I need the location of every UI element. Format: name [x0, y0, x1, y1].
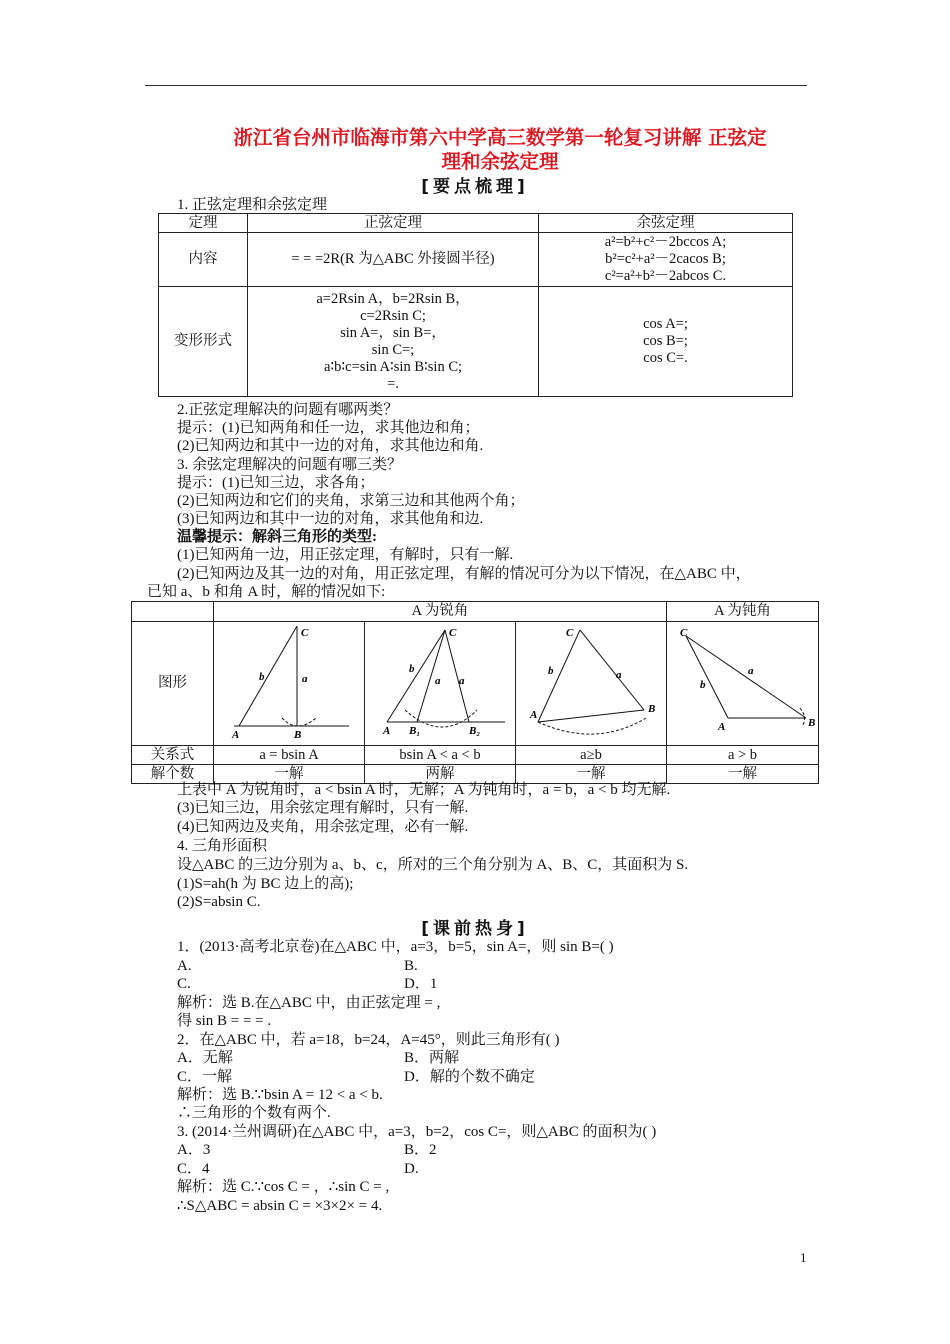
- tip1: (1)已知两角一边，用正弦定理，有解时，只有一解.: [177, 547, 514, 563]
- doc-title-line2: 理和余弦定理: [441, 150, 559, 173]
- svg-text:b: b: [699, 679, 705, 691]
- p1-d: D．1: [404, 976, 438, 992]
- svg-text:a: a: [435, 675, 441, 687]
- p1-sol2: 得 sin B = = = .: [177, 1013, 272, 1029]
- figure-case1: [214, 622, 365, 746]
- svg-text:a: a: [747, 665, 753, 677]
- p3-c: C．4: [177, 1161, 210, 1177]
- p3-a: A．3: [177, 1142, 211, 1158]
- p2-sol2: ∴三角形的个数有两个.: [177, 1105, 331, 1121]
- p3-sol1: 解析：选 C.∵cos C = ，∴sin C = ,: [177, 1179, 390, 1195]
- p2: 2．在△ABC 中，若 a=18，b=24，A=45°，则此三角形有( ): [177, 1032, 560, 1048]
- figure-case3: [516, 622, 667, 746]
- p1: 1．(2013·高考北京卷)在△ABC 中，a=3，b=5，sin A=，则 sin B=( ): [177, 939, 614, 955]
- count-2: 两解: [365, 765, 516, 784]
- relation-1: a = bsin A: [214, 746, 365, 765]
- area-heading: 4. 三角形面积: [177, 838, 268, 854]
- th-cosine: 余弦定理: [539, 214, 793, 233]
- area2: (1)S=ah(h 为 BC 边上的高);: [177, 876, 354, 892]
- svg-text:C: C: [679, 627, 687, 639]
- figure-case2: [365, 622, 516, 746]
- p3-d: D.: [404, 1161, 419, 1177]
- tip-heading: 温馨提示：解斜三角形的类型:: [177, 529, 377, 545]
- svg-text:B₁: B₁: [409, 725, 421, 737]
- cos-content: a²=b²+c²－2bccos A; b²=c²+a²－2cacos B; c²=a²+b²－2abcos C.: [539, 233, 793, 287]
- p2-d: D．解的个数不确定: [404, 1069, 535, 1085]
- svg-text:A: A: [717, 721, 725, 733]
- count-3: 一解: [516, 765, 667, 784]
- doc-title-line1: 浙江省台州市临海市第六中学高三数学第一轮复习讲解 正弦定: [233, 126, 767, 149]
- p2-b: B．两解: [404, 1050, 460, 1066]
- p1-a: A.: [177, 958, 192, 974]
- q3-hint2: (2)已知两边和它们的夹角，求第三边和其他两个角；: [177, 493, 525, 509]
- relation-2: bsin A < a < b: [365, 746, 516, 765]
- p3: 3. (2014·兰州调研)在△ABC 中，a=3，b=2，cos C=，则△ABC 的面积为( ): [177, 1124, 657, 1140]
- s1-heading: 1. 正弦定理和余弦定理: [177, 197, 328, 213]
- page-number: 1: [800, 1250, 807, 1265]
- svg-text:a: a: [616, 669, 622, 681]
- p1-c: C.: [177, 976, 191, 992]
- figure-label: 图形: [132, 622, 214, 746]
- tip2: (2)已知两边及其一边的对角，用正弦定理，有解的情况可分为以下情况，在△ABC 中，: [177, 566, 751, 582]
- after2: (3)已知三边，用余弦定理有解时，只有一解.: [177, 800, 469, 816]
- figure-case4: [667, 622, 819, 746]
- svg-text:b: b: [259, 671, 265, 683]
- svg-text:B: B: [294, 729, 302, 740]
- svg-text:C: C: [566, 627, 574, 639]
- svg-text:A: A: [383, 725, 391, 737]
- q2-hint2: (2)已知两边和其中一边的对角，求其他边和角.: [177, 438, 484, 454]
- p3-sol2: ∴S△ABC = absin C = ×3×2× = 4.: [177, 1198, 383, 1214]
- row-content-label: 内容: [159, 233, 248, 287]
- theorem-table: [158, 213, 793, 397]
- p2-sol1: 解析：选 B.∵bsin A = 12 < a < b.: [177, 1087, 383, 1103]
- svg-text:A: A: [530, 709, 538, 721]
- q2: 2.正弦定理解决的问题有哪两类？: [177, 402, 399, 418]
- th-sine: 正弦定理: [248, 214, 539, 233]
- tip2b: 已知 a、b 和角 A 时，解的情况如下:: [147, 584, 386, 600]
- q3-hint3: (3)已知两边和其中一边的对角，求其他角和边.: [177, 511, 484, 527]
- svg-text:a: a: [459, 675, 465, 687]
- acute-header: A 为锐角: [214, 602, 667, 622]
- section-heading-key-points: [要点梳理]: [421, 177, 529, 197]
- svg-text:b: b: [409, 663, 415, 675]
- p2-a: A．无解: [177, 1050, 233, 1066]
- p1-sol1: 解析：选 B.在△ABC 中，由正弦定理 = ,: [177, 995, 441, 1011]
- svg-text:a: a: [302, 673, 308, 685]
- sine-content: = = =2R(R 为△ABC 外接圆半径): [248, 233, 539, 287]
- after1: 上表中 A 为锐角时，a < bsin A 时，无解；A 为钝角时，a = b，a < b 均无解.: [177, 782, 671, 798]
- row-variant-label: 变形形式: [159, 287, 248, 397]
- th-theorem: 定理: [159, 214, 248, 233]
- area3: (2)S=absin C.: [177, 894, 261, 910]
- q3-hint1: 提示：(1)已知三边，求各角；: [177, 475, 375, 491]
- count-label: 解个数: [132, 765, 214, 784]
- solution-cases-table: [131, 601, 819, 784]
- q3: 3. 余弦定理解决的问题有哪三类？: [177, 457, 403, 473]
- p1-b: B.: [404, 958, 418, 974]
- relation-4: a > b: [667, 746, 819, 765]
- count-4: 一解: [667, 765, 819, 784]
- svg-text:B: B: [648, 703, 656, 715]
- after3: (4)已知两边及夹角，用余弦定理，必有一解.: [177, 819, 469, 835]
- obtuse-header: A 为钝角: [667, 602, 819, 622]
- relation-3: a≥b: [516, 746, 667, 765]
- sine-variants: a=2Rsin A，b=2Rsin B， c=2Rsin C; sin A=，sin B=， sin C=; a∶b∶c=sin A∶sin B∶sin C; =.: [248, 287, 539, 397]
- p3-b: B．2: [404, 1142, 437, 1158]
- relation-label: 关系式: [132, 746, 214, 765]
- svg-text:C: C: [301, 627, 309, 639]
- svg-text:C: C: [449, 627, 457, 639]
- area1: 设△ABC 的三边分别为 a、b、c，所对的三个角分别为 A、B、C，其面积为 S.: [177, 857, 689, 873]
- count-1: 一解: [214, 765, 365, 784]
- cos-variants: cos A=; cos B=; cos C=.: [539, 287, 793, 397]
- top-rule: [145, 85, 807, 86]
- svg-text:B: B: [807, 717, 815, 729]
- svg-text:A: A: [232, 729, 240, 740]
- svg-text:B₂: B₂: [469, 725, 481, 737]
- section-heading-warmup: [课前热身]: [421, 919, 529, 939]
- p2-c: C．一解: [177, 1069, 233, 1085]
- q2-hint1: 提示：(1)已知两角和任一边，求其他边和角；: [177, 420, 480, 436]
- svg-text:b: b: [548, 665, 554, 677]
